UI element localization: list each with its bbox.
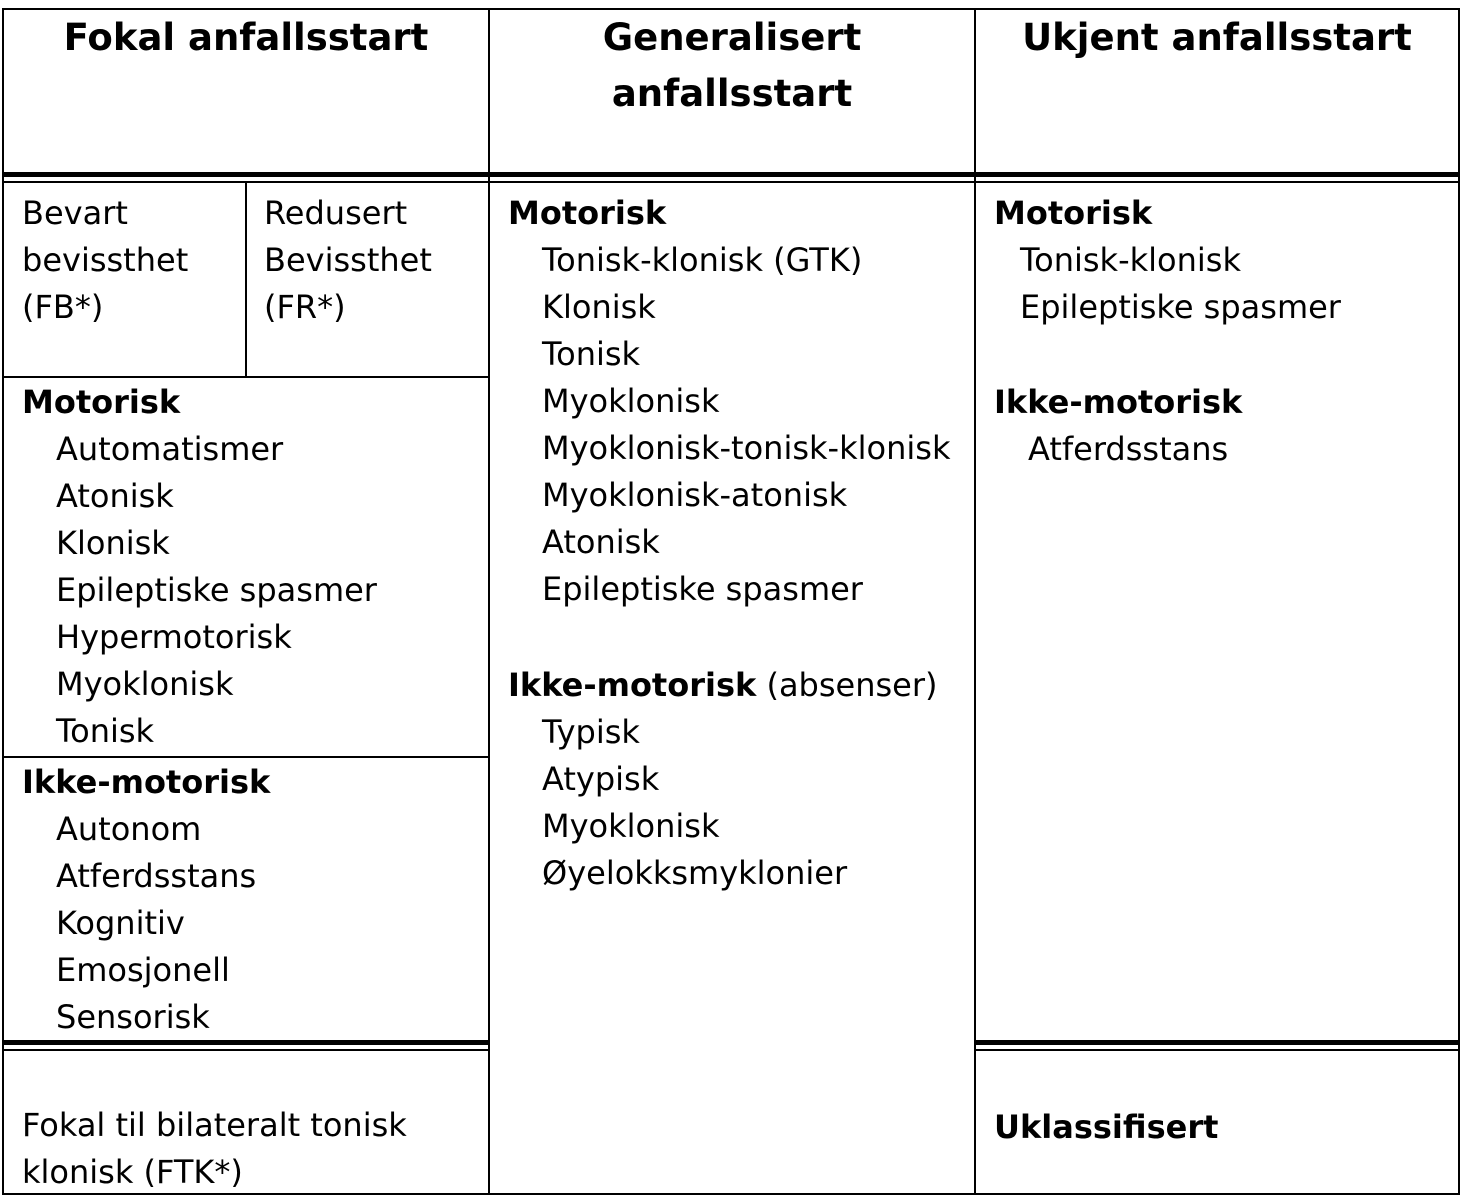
list-item: Atypisk — [542, 760, 660, 798]
reduced-awareness-line2: Bevissthet — [264, 241, 432, 279]
list-item: Myoklonisk — [56, 665, 234, 703]
list-item: Epileptiske spasmer — [1020, 288, 1341, 326]
list-item: Tonisk — [56, 712, 155, 750]
list-item: Emosjonell — [56, 951, 230, 989]
unknown-non-motor-heading: Ikke-motorisk — [994, 383, 1243, 421]
list-item: Klonisk — [542, 288, 656, 326]
unknown-bottom-divider-thick — [974, 1040, 1460, 1045]
header-generalized-onset-line2: anfallsstart — [611, 72, 853, 115]
list-item: Atonisk — [56, 477, 174, 515]
list-item: Kognitiv — [56, 904, 185, 942]
column-divider-2 — [974, 8, 976, 1195]
generalized-non-motor-list — [542, 709, 847, 897]
list-item: Tonisk — [542, 335, 641, 373]
list-item: Sensorisk — [56, 998, 210, 1036]
list-item: Epileptiske spasmer — [542, 570, 863, 608]
list-item: Myoklonisk — [542, 382, 720, 420]
focal-bilateral-line2: klonisk (FTK*) — [22, 1153, 243, 1191]
list-item: Tonisk-klonisk (GTK) — [542, 241, 863, 279]
list-item: Autonom — [56, 810, 202, 848]
focal-motor-list — [56, 426, 377, 755]
unknown-motor-list — [1020, 237, 1341, 331]
list-item: Myoklonisk-tonisk-klonisk — [542, 429, 951, 467]
list-item: Myoklonisk-atonisk — [542, 476, 848, 514]
list-item: Typisk — [542, 713, 640, 751]
generalized-non-motor-heading — [508, 662, 938, 709]
awareness-divider — [245, 183, 247, 378]
preserved-awareness-line1: Bevart — [22, 194, 128, 232]
preserved-awareness-line3: (FB*) — [22, 288, 104, 326]
unknown-bottom-divider-thin — [974, 1049, 1460, 1051]
list-item: Atferdsstans — [1028, 430, 1229, 468]
column-divider-1 — [488, 8, 490, 1195]
list-item: Klonisk — [56, 524, 170, 562]
focal-motor-heading: Motorisk — [22, 383, 181, 421]
header-focal-onset: Fokal anfallsstart — [63, 16, 429, 59]
generalized-non-motor-label: Ikke-motorisk — [508, 666, 757, 704]
list-item: Automatismer — [56, 430, 284, 468]
list-item: Atonisk — [542, 523, 660, 561]
header-unknown-onset: Ukjent anfallsstart — [1022, 16, 1412, 59]
focal-non-motor-heading: Ikke-motorisk — [22, 763, 271, 801]
generalized-motor-heading: Motorisk — [508, 194, 667, 232]
unknown-non-motor-list — [1028, 426, 1228, 473]
focal-bilateral-line1: Fokal til bilateralt tonisk — [22, 1106, 407, 1144]
list-item: Øyelokksmyklonier — [542, 854, 848, 892]
focal-motor-border — [2, 756, 490, 758]
focal-bottom-divider-thin — [2, 1049, 490, 1051]
header-divider-thick — [2, 172, 1460, 177]
list-item: Hypermotorisk — [56, 618, 292, 656]
preserved-awareness-line2: bevissthet — [22, 241, 189, 279]
generalized-motor-list — [542, 237, 950, 613]
reduced-awareness-line1: Redusert — [264, 194, 408, 232]
table-right-border — [1458, 8, 1460, 1195]
table-left-border — [2, 8, 4, 1195]
awareness-row-border — [2, 376, 490, 378]
list-item: Myoklonisk — [542, 807, 720, 845]
list-item: Epileptiske spasmer — [56, 571, 377, 609]
list-item: Tonisk-klonisk — [1020, 241, 1241, 279]
reduced-awareness-line3: (FR*) — [264, 288, 346, 326]
unclassified-label: Uklassifisert — [994, 1108, 1219, 1146]
list-item: Atferdsstans — [56, 857, 257, 895]
focal-non-motor-list — [56, 806, 256, 1041]
header-generalized-onset-line1: Generalisert — [602, 16, 862, 59]
header-divider-thin — [2, 181, 1460, 183]
unknown-motor-heading: Motorisk — [994, 194, 1153, 232]
generalized-non-motor-suffix: (absenser) — [756, 666, 938, 704]
